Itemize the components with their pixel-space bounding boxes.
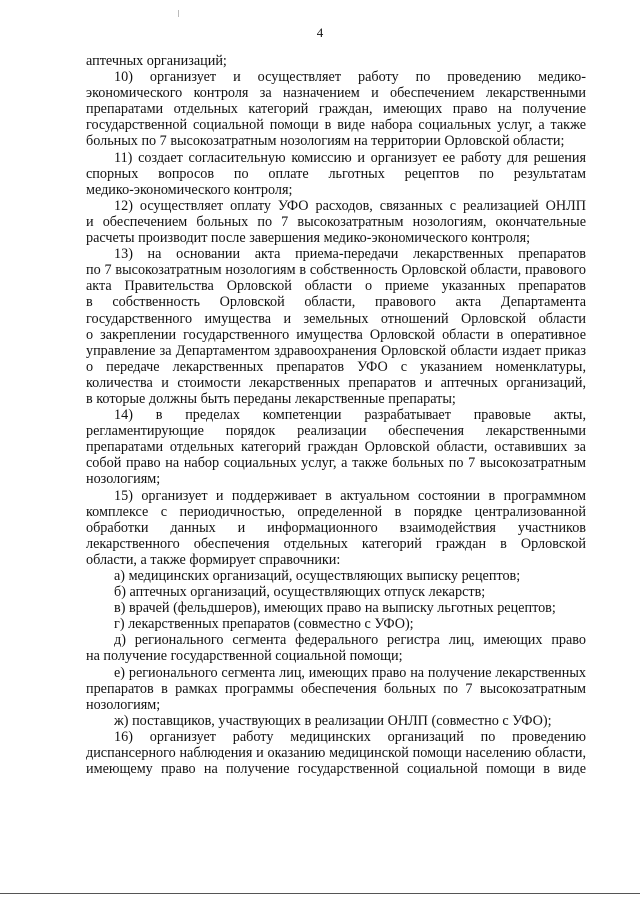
text-line: экономического контроля за назначением и обеспечением лекарственными: [86, 85, 586, 102]
text-line: д) регионального сегмента федерального регистра лиц, имеющих право: [114, 632, 586, 649]
text-line: в собственность Орловской области, правового акта Департамента: [86, 294, 586, 311]
paragraph: [86, 407, 586, 487]
text-line: управление за Департаментом здравоохранения Орловской области издает приказ: [86, 342, 586, 359]
text-line: ж) поставщиков, участвующих в реализации ОНЛП (совместно с УФО);: [114, 712, 552, 729]
paragraph: [86, 198, 586, 246]
text-line: в которые должны быть переданы лекарственные препараты;: [86, 390, 456, 407]
page-bottom-rule: [0, 893, 640, 894]
text-line: 15) организует и поддерживает в актуальном состоянии в программном: [114, 487, 586, 504]
text-line: в) врачей (фельдшеров), имеющих право на выписку льготных рецептов;: [114, 600, 556, 617]
text-line: расчеты производит после завершения медико-экономического контроля;: [86, 230, 531, 247]
paragraph: [86, 53, 586, 69]
text-line: области, а также формирует справочники:: [86, 551, 341, 568]
text-line: 13) на основании акта приема-передачи лекарственных препаратов: [114, 246, 586, 263]
paragraph: [86, 568, 586, 584]
text-line: и обеспечением больных по 7 высокозатратным нозологиям, окончательные: [86, 213, 586, 230]
text-line: препаратами отдельных категорий граждан, имеющих право на получение: [86, 101, 586, 118]
text-line: по 7 высокозатратным нозологиям в собственность Орловской области, правового: [86, 262, 586, 279]
text-line: б) аптечных организаций, осуществляющих отпуск лекарств;: [114, 584, 486, 601]
text-line: на получение государственной социальной помощи;: [86, 648, 403, 665]
text-line: аптечных организаций;: [86, 53, 227, 69]
paragraph: [86, 488, 586, 568]
text-line: 11) создает согласительную комиссию и организует ее работу для решения: [114, 149, 586, 166]
text-line: обработки данных и информационного взаимодействия участников: [86, 519, 586, 536]
text-line: е) регионального сегмента лиц, имеющих право на получение лекарственных: [114, 664, 586, 681]
text-line: о закреплении государственного имущества Орловской области в оперативное: [86, 326, 586, 343]
text-line: диспансерного наблюдения и оказанию медицинской помощи населению области,: [86, 745, 586, 762]
paragraph: [86, 600, 586, 616]
paragraph: [86, 69, 586, 149]
text-line: 14) в пределах компетенции разрабатывает правовые акты,: [114, 407, 586, 424]
text-line: 10) организует и осуществляет работу по проведению медико-: [114, 69, 586, 86]
page-number: 4: [316, 25, 324, 40]
text-line: препаратов в рамках программы обеспечения больных по 7 высокозатратным: [86, 680, 586, 697]
paragraph: [86, 584, 586, 600]
text-line: акта Правительства Орловской области о приеме указанных препаратов: [86, 278, 586, 295]
text-line: собой право на набор социальных услуг, а также больных по 7 высокозатратным: [86, 455, 586, 472]
text-line: о передаче лекарственных препаратов УФО с указанием номенклатуры,: [86, 358, 586, 375]
text-line: государственной социальной помощи в виде набора социальных услуг, а также: [86, 117, 586, 134]
text-line: количества и стоимости лекарственных препаратов и аптечных организаций,: [86, 374, 586, 391]
text-line: препаратами отдельных категорий граждан Орловской области, оставивших за: [86, 439, 586, 456]
paragraph: [86, 150, 586, 198]
text-line: 12) осуществляет оплату УФО расходов, связанных с реализацией ОНЛП: [114, 197, 586, 214]
text-line: спорных вопросов по оплате льготных рецептов по результатам: [86, 165, 586, 182]
text-line: регламентирующие порядок реализации обеспечения лекарственными: [86, 423, 586, 440]
paragraph: [86, 729, 586, 777]
text-line: имеющему право на получение государственной социальной помощи в виде: [86, 761, 586, 778]
scan-artifact: [178, 10, 179, 17]
text-line: комплексе с периодичностью, определенной в порядке централизованной: [86, 503, 586, 520]
paragraph: [86, 246, 586, 407]
paragraph: [86, 713, 586, 729]
document-body: [86, 53, 586, 777]
text-line: 16) организует работу медицинских организаций по проведению: [114, 728, 586, 745]
text-line: государственного имущества и земельных отношений Орловской области: [86, 310, 586, 327]
text-line: г) лекарственных препаратов (совместно с УФО);: [114, 616, 414, 633]
paragraph: [86, 632, 586, 664]
text-line: нозологиям;: [86, 696, 161, 713]
paragraph: [86, 616, 586, 632]
text-line: лекарственного обеспечения отдельных категорий граждан в Орловской: [86, 535, 586, 552]
text-line: больных по 7 высокозатратным нозологиям на территории Орловской области;: [86, 133, 565, 150]
text-line: медико-экономического контроля;: [86, 181, 293, 198]
text-line: а) медицинских организаций, осуществляющих выписку рецептов;: [114, 568, 521, 584]
paragraph: [86, 665, 586, 713]
text-line: нозологиям;: [86, 471, 161, 488]
